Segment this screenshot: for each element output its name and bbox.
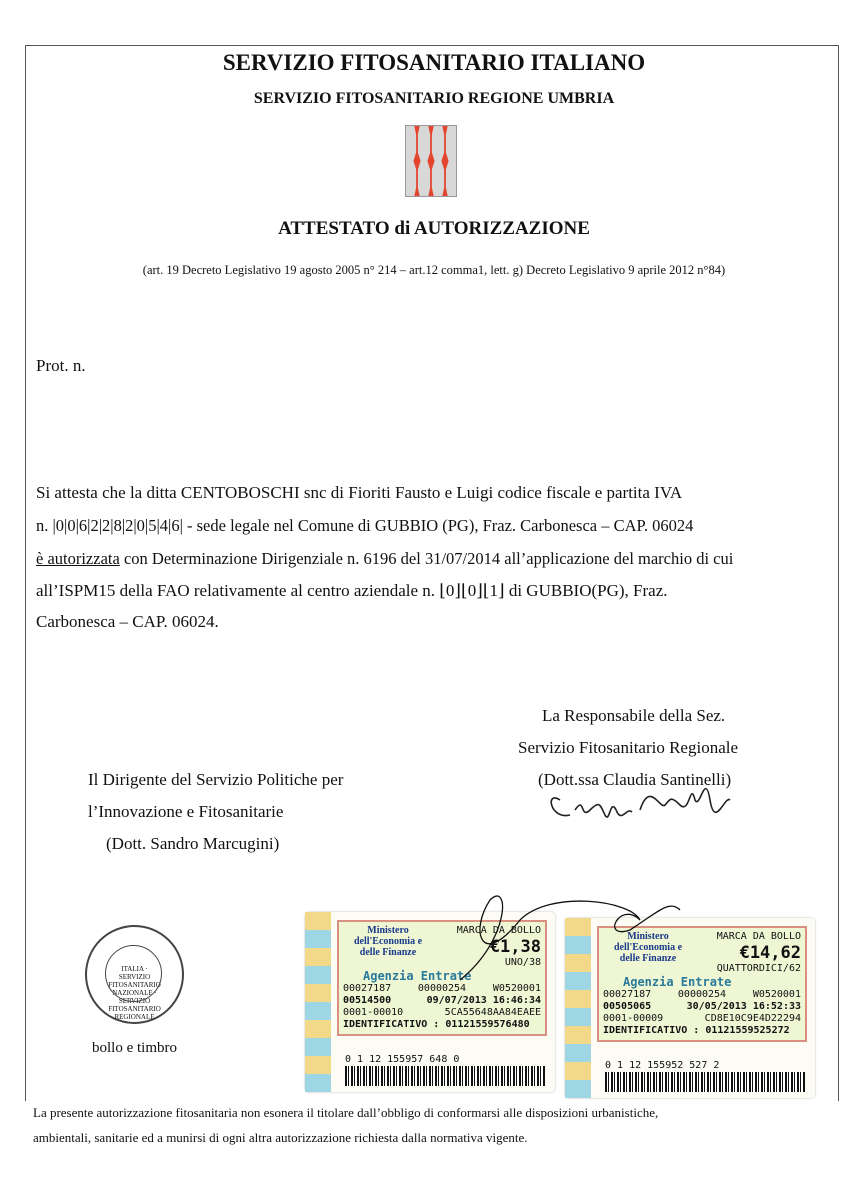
signer-left-name: (Dott. Sandro Marcugini) bbox=[106, 834, 280, 853]
stamp-code: 0001-00009 bbox=[603, 1013, 664, 1024]
signer-left-line-2: l’Innovazione e Fitosanitarie bbox=[88, 802, 284, 821]
stamp-code: 00514500 bbox=[343, 995, 392, 1006]
stamp-amount-words: QUATTORDICI/62 bbox=[716, 963, 801, 974]
stamp-code: W0520001 bbox=[492, 983, 541, 994]
stamp-amount: €1,38 bbox=[489, 937, 541, 957]
body-line-3 bbox=[36, 549, 733, 569]
barcode bbox=[345, 1066, 545, 1086]
official-seal bbox=[85, 925, 184, 1024]
body-line-3-rest: con Determinazione Dirigenziale n. 6196 del 31/07/2014 all’applicazione del marchio di cui bbox=[119, 549, 734, 568]
stamp-identifier: IDENTIFICATIVO : 01121559576480 bbox=[343, 1019, 530, 1030]
stamp-code: 00027187 bbox=[343, 983, 392, 994]
stamp-amount-words: UNO/38 bbox=[504, 957, 541, 968]
signer-left-line-1: Il Dirigente del Servizio Politiche per bbox=[88, 770, 344, 789]
stamp-datetime: 30/05/2013 16:52:33 bbox=[686, 1001, 801, 1012]
body-line-4: all’ISPM15 della FAO relativamente al centro aziendale n. ⌊0⌋⌊0⌋⌊1⌋ di GUBBIO(PG), Fraz. bbox=[36, 581, 668, 600]
barcode bbox=[605, 1072, 805, 1092]
stamp-code: 00000254 bbox=[677, 989, 727, 1000]
body-line-2: n. |0|0|6|2|2|8|2|0|5|4|6| - sede legale nel Comune di GUBBIO (PG), Fraz. Carbonesca – CAP. 06024 bbox=[36, 516, 694, 535]
footer-line-2: ambientali, sanitarie ed a munirsi di ogni altra autorizzazione richiesta dalla normativa vigente. bbox=[33, 1130, 528, 1145]
umbria-coat-of-arms-logo bbox=[405, 125, 457, 197]
seal-caption: bollo e timbro bbox=[92, 1040, 177, 1056]
signer-right-name: (Dott.ssa Claudia Santinelli) bbox=[538, 770, 732, 789]
agency-logo: Agenzia Entrate bbox=[363, 969, 472, 983]
stamp-hash: CD8E10C9E4D22294 bbox=[704, 1013, 801, 1024]
footer-line-1: La presente autorizzazione fitosanitaria non esonera il titolare dall’obbligo di conformarsi alle disposizioni urbanistiche, bbox=[33, 1105, 659, 1120]
body-line-1: Si attesta che la ditta CENTOBOSCHI snc di Fioriti Fausto e Luigi codice fiscale e partita IVA bbox=[36, 483, 683, 502]
stamp-amount: €14,62 bbox=[739, 943, 801, 963]
signer-right-line-2: Servizio Fitosanitario Regionale bbox=[518, 738, 739, 757]
stamp-hash: 5CA55648AA84EAEE bbox=[444, 1007, 541, 1018]
barcode-number: 0 1 12 155952 527 2 bbox=[605, 1060, 720, 1071]
title: SERVIZIO FITOSANITARIO ITALIANO bbox=[222, 50, 646, 75]
stamp-ministry: Ministero dell'Economia e delle Finanze bbox=[613, 931, 683, 964]
legal-reference: (art. 19 Decreto Legislativo 19 agosto 2005 n° 214 – art.12 comma1, lett. g) Decreto Legislativo 9 aprile 2012 n°84) bbox=[142, 263, 726, 277]
signature-scribble-on-stamps bbox=[430, 880, 690, 990]
agency-logo: Agenzia Entrate bbox=[623, 975, 732, 989]
stamp-label: MARCA DA BOLLO bbox=[456, 925, 541, 936]
signer-right-line-1: La Responsabile della Sez. bbox=[542, 706, 726, 725]
stamp-datetime: 09/07/2013 16:46:34 bbox=[426, 995, 541, 1006]
seal-text: ITALIA · SERVIZIO FITOSANITARIO NAZIONALE · SERVIZIO FITOSANITARIO REGIONALE bbox=[108, 965, 161, 1021]
protocol-number: Prot. n. bbox=[36, 356, 86, 375]
stamp-code: W0520001 bbox=[752, 989, 801, 1000]
stamp-code: 00000254 bbox=[417, 983, 467, 994]
barcode-number: 0 1 12 155957 648 0 bbox=[345, 1054, 460, 1065]
stamp-identifier: IDENTIFICATIVO : 01121559525272 bbox=[603, 1025, 790, 1036]
stamp-code: 00027187 bbox=[603, 989, 652, 1000]
stamp-label: MARCA DA BOLLO bbox=[716, 931, 801, 942]
stamp-code: 0001-00010 bbox=[343, 1007, 404, 1018]
subtitle: SERVIZIO FITOSANITARIO REGIONE UMBRIA bbox=[253, 90, 615, 107]
handwritten-signature bbox=[540, 770, 770, 830]
document-title: ATTESTATO di AUTORIZZAZIONE bbox=[278, 218, 590, 239]
stamp-code: 00505065 bbox=[603, 1001, 652, 1012]
authorized-text: è autorizzata bbox=[36, 549, 120, 568]
stamp-ministry: Ministero dell'Economia e delle Finanze bbox=[353, 925, 423, 958]
body-line-5: Carbonesca – CAP. 06024. bbox=[36, 612, 219, 631]
